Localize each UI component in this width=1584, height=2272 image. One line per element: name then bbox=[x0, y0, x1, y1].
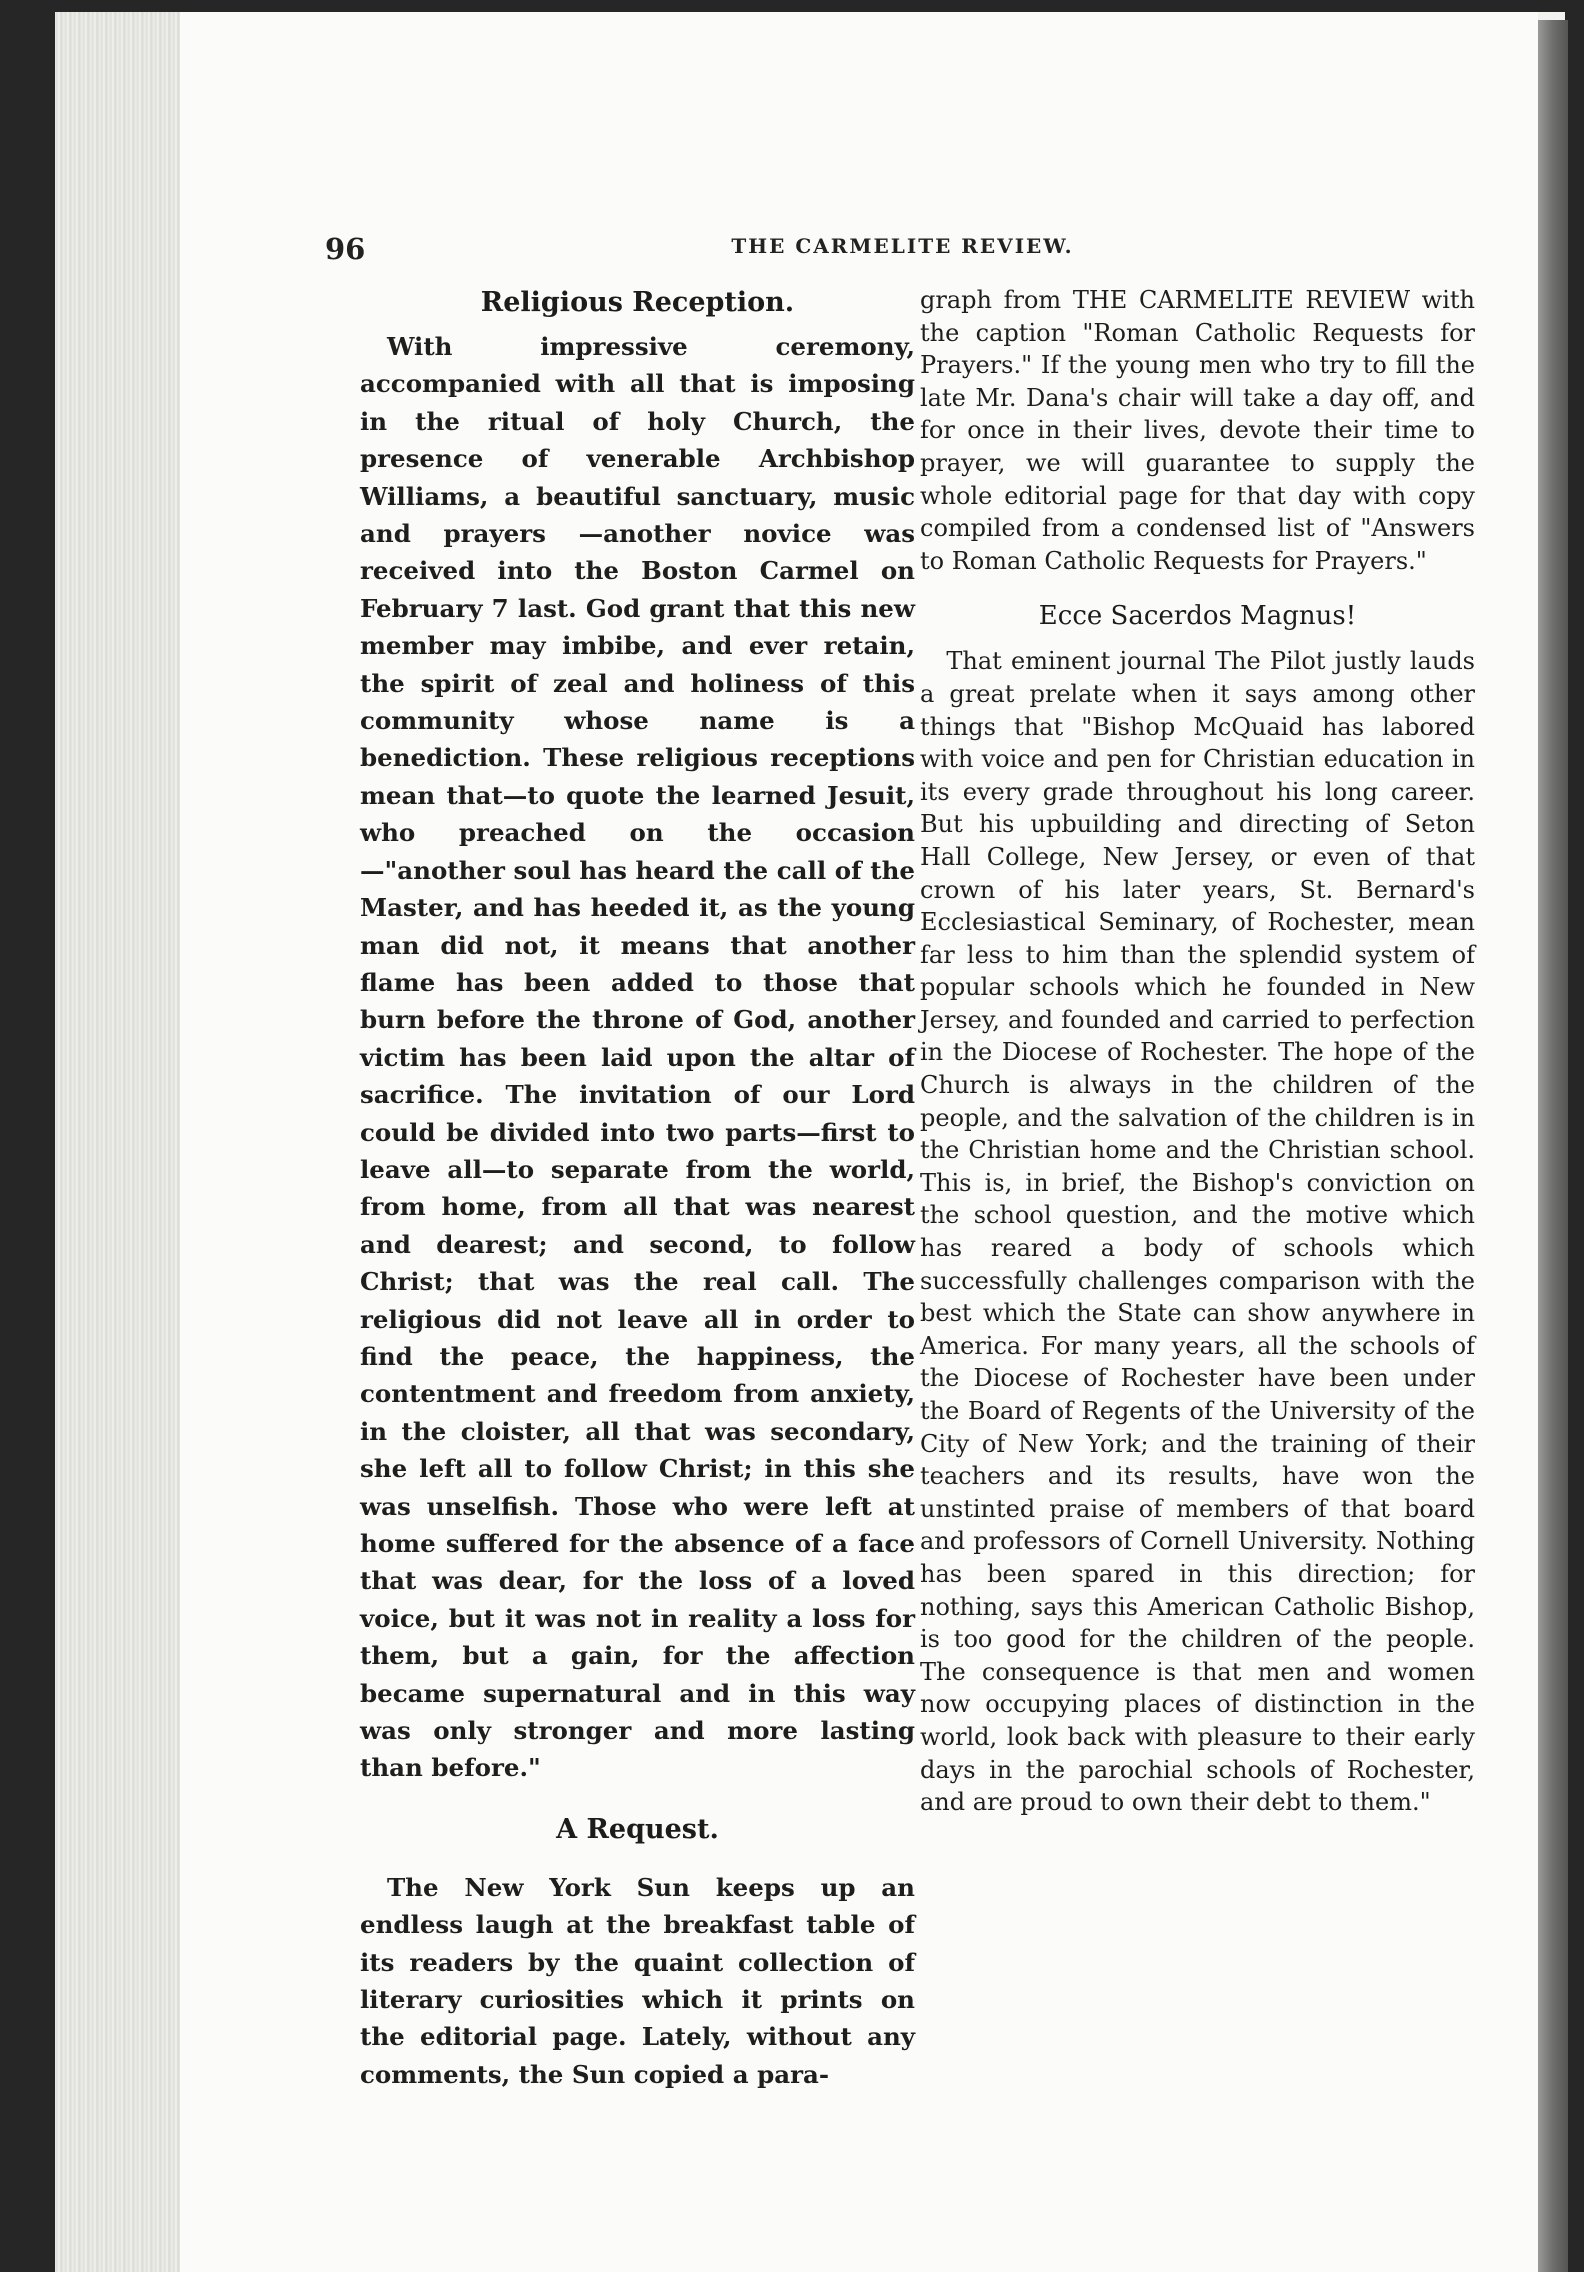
paragraph-ecce-sacerdos: That eminent journal The Pilot justly lauds a great prelate when it says among other things that "Bishop McQuaid has labored with voice and pen for Christian education in its every grade throughout his long career. But his upbuilding and directing of Seton Hall College, New Jersey, or even of that crown of his later years, St. Bernard's Ecclesiastical Seminary, of Rochester, mean far less to him than the splendid system of popular schools which he founded in New Jersey, and founded and carried to perfection in the Diocese of Rochester. The hope of the Church is always in the children of the people, and the salvation of the children is in the Christian home and the Christian school. This is, in brief, the Bishop's conviction on the school question, and the motive which has reared a body of schools which successfully challenges comparison with the best which the State can show anywhere in America. For many years, all the schools of the Diocese of Rochester have been under the Board of Regents of the University of the City of New York; and the training of their teachers and its results, have won the unstinted praise of members of that board and professors of Cornell University. Nothing has been spared in this direction; for nothing, says this American Catholic Bishop, is too good for the children of the people. The consequence is that men and women now occupying places of distinction in the world, look back with pleasure to their early days in the parochial schools of Rochester, and are proud to own their debt to them." bbox=[920, 647, 1475, 1817]
heading-religious-reception: Religious Reception. bbox=[480, 287, 795, 318]
page-number: 96 bbox=[325, 232, 366, 266]
heading-ecce-sacerdos: Ecce Sacerdos Magnus! bbox=[1038, 601, 1357, 632]
heading-a-request: A Request. bbox=[556, 1813, 719, 1845]
running-title: THE CARMELITE REVIEW. bbox=[731, 234, 1074, 258]
paragraph-a-request: The New York Sun keeps up an endless laugh at the breakfast table of its readers by the quaint collection of literary curiosities which it prints on the editorial page. Lately, without any comments, the Sun copied a para- bbox=[360, 1872, 915, 2089]
page-stack-edge bbox=[55, 12, 180, 2272]
right-column bbox=[920, 284, 1475, 1819]
binding-shadow bbox=[1538, 20, 1568, 2272]
paragraph-request-continued: graph from THE CARMELITE REVIEW with the caption "Roman Catholic Requests for Prayers." If the young men who try to fill the late Mr. Dana's chair will take a day off, and for once in their lives, devote their time to prayer, we will guarantee to supply the whole editorial page for that day with copy compiled from a condensed list of "Answers to Roman Catholic Requests for Prayers." bbox=[920, 286, 1475, 575]
left-column bbox=[360, 284, 915, 2093]
paragraph-religious-reception: With impressive ceremony, accompanied with all that is imposing in the ritual of holy Church, the presence of venerable Archbishop Williams, a beautiful sanctuary, music and prayers —another novice was received into the Boston Carmel on February 7 last. God grant that this new member may imbibe, and ever retain, the spirit of zeal and holiness of this community whose name is a benediction. These religious receptions mean that—to quote the learned Jesuit, who preached on the occasion—"another soul has heard the call of the Master, and has heeded it, as the young man did not, it means that another flame has been added to those that burn before the throne of God, another victim has been laid upon the altar of sacrifice. The invitation of our Lord could be divided into two parts—first to leave all—to separate from the world, from home, from all that was nearest and dearest; and second, to follow Christ; that was the real call. The religious did not leave all in order to find the peace, the happiness, the contentment and freedom from anxiety, in the cloister, all that was secondary, she left all to follow Christ; in this she was unselfish. Those who were left at home suffered for the absence of a face that was dear, for the loss of a loved voice, but it was not in reality a loss for them, but a gain, for the affection became supernatural and in this way was only stronger and more lasting than before." bbox=[360, 332, 915, 1783]
page-header bbox=[325, 232, 1480, 272]
